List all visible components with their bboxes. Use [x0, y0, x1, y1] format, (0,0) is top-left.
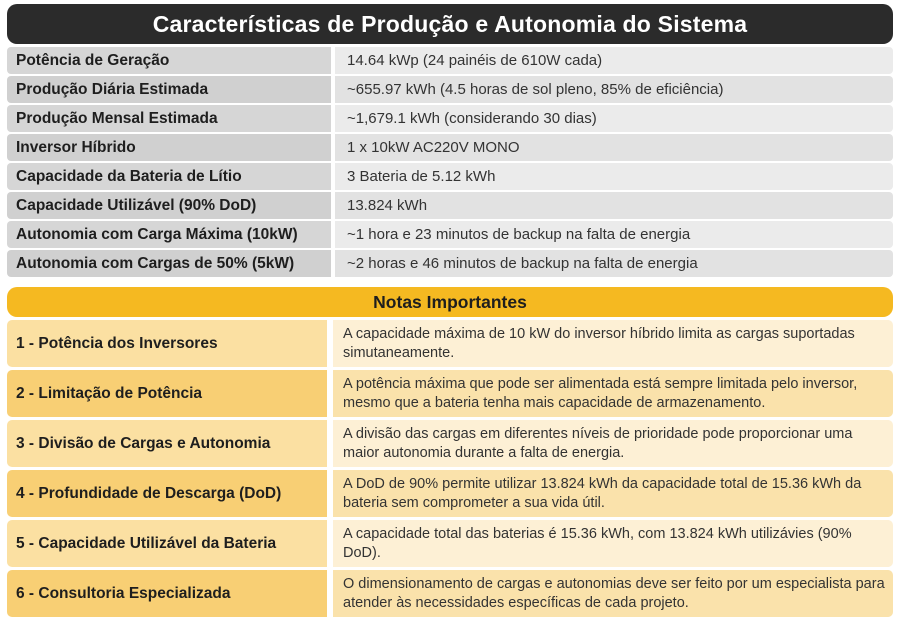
- note-value: A capacidade máxima de 10 kW do inversor híbrido limita as cargas suportadas simutaneamente.: [333, 320, 893, 367]
- note-row-inverter-power: [7, 320, 893, 367]
- note-row-usable-battery: [7, 520, 893, 567]
- notes-header: Notas Importantes: [7, 287, 893, 317]
- note-row-power-limitation: [7, 370, 893, 417]
- note-label: 1 - Potência dos Inversores: [7, 320, 327, 367]
- spec-row-monthly-production: [7, 105, 893, 132]
- spec-value: ~655.97 kWh (4.5 horas de sol pleno, 85% de eficiência): [335, 76, 893, 103]
- spec-value: 3 Bateria de 5.12 kWh: [335, 163, 893, 190]
- spec-label: Produção Mensal Estimada: [7, 105, 331, 132]
- note-value: A capacidade total das baterias é 15.36 kWh, com 13.824 kWh utilizávies (90% DoD).: [333, 520, 893, 567]
- spec-row-battery-capacity: [7, 163, 893, 190]
- spec-value: ~1,679.1 kWh (considerando 30 dias): [335, 105, 893, 132]
- notes-table: [7, 320, 893, 620]
- spec-label: Capacidade Utilizável (90% DoD): [7, 192, 331, 219]
- spec-label: Produção Diária Estimada: [7, 76, 331, 103]
- specs-table: [7, 47, 893, 279]
- spec-row-autonomy-half-load: [7, 250, 893, 277]
- spec-row-hybrid-inverter: [7, 134, 893, 161]
- note-label: 3 - Divisão de Cargas e Autonomia: [7, 420, 327, 467]
- spec-value: ~1 hora e 23 minutos de backup na falta de energia: [335, 221, 893, 248]
- spec-value: ~2 horas e 46 minutos de backup na falta de energia: [335, 250, 893, 277]
- spec-row-usable-capacity: [7, 192, 893, 219]
- note-row-consulting: [7, 570, 893, 617]
- note-value: A divisão das cargas em diferentes níveis de prioridade pode proporcionar uma maior autonomia durante a falta de energia.: [333, 420, 893, 467]
- note-row-depth-of-discharge: [7, 470, 893, 517]
- spec-value: 13.824 kWh: [335, 192, 893, 219]
- spec-label: Inversor Híbrido: [7, 134, 331, 161]
- spec-row-generation-power: [7, 47, 893, 74]
- note-row-load-division: [7, 420, 893, 467]
- note-value: O dimensionamento de cargas e autonomias deve ser feito por um especialista para atender às necessidades específicas de cada projeto.: [333, 570, 893, 617]
- note-label: 4 - Profundidade de Descarga (DoD): [7, 470, 327, 517]
- page-title: Características de Produção e Autonomia do Sistema: [7, 4, 893, 44]
- note-value: A DoD de 90% permite utilizar 13.824 kWh da capacidade total de 15.36 kWh da bateria sem comprometer a sua vida útil.: [333, 470, 893, 517]
- note-label: 2 - Limitação de Potência: [7, 370, 327, 417]
- spec-label: Capacidade da Bateria de Lítio: [7, 163, 331, 190]
- note-label: 6 - Consultoria Especializada: [7, 570, 327, 617]
- note-label: 5 - Capacidade Utilizável da Bateria: [7, 520, 327, 567]
- spec-label: Potência de Geração: [7, 47, 331, 74]
- spec-row-daily-production: [7, 76, 893, 103]
- spec-label: Autonomia com Cargas de 50% (5kW): [7, 250, 331, 277]
- spec-value: 14.64 kWp (24 painéis de 610W cada): [335, 47, 893, 74]
- note-value: A potência máxima que pode ser alimentada está sempre limitada pelo inversor, mesmo que a bateria tenha mais capacidade de armazenamento.: [333, 370, 893, 417]
- spec-value: 1 x 10kW AC220V MONO: [335, 134, 893, 161]
- spec-label: Autonomia com Carga Máxima (10kW): [7, 221, 331, 248]
- spec-row-autonomy-max-load: [7, 221, 893, 248]
